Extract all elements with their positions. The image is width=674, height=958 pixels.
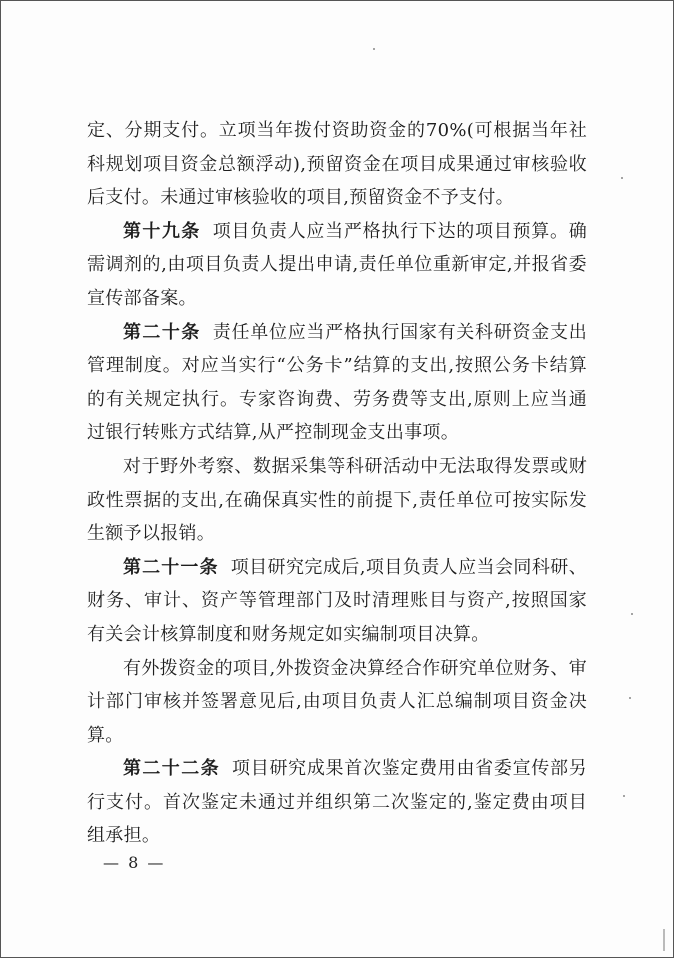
scan-speck	[629, 697, 631, 699]
scan-speck	[621, 177, 623, 179]
paragraph-article-20-cont	[87, 450, 587, 551]
scan-speck	[373, 48, 375, 50]
paragraph-text: 定、分期支付。立项当年拨付资助资金的70%(可根据当年社科规划项目资金总额浮动),预留资金在项目成果通过审核验收后支付。未通过审核验收的项目,预留资金不予支付。	[87, 120, 587, 209]
scan-edge-mark	[663, 929, 665, 951]
paragraph-article-21	[87, 551, 587, 652]
article-heading: 第十九条	[123, 220, 201, 242]
paragraph-article-20	[87, 316, 587, 450]
paragraph-article-21-cont	[87, 652, 587, 753]
document-body	[87, 114, 587, 853]
page-number: — 8 —	[103, 853, 166, 872]
paragraph-text: 有外拨资金的项目,外拨资金决算经合作研究单位财务、审计部门审核并签署意见后,由项目负责人汇总编制项目资金决算。	[87, 657, 587, 746]
scan-speck	[623, 795, 625, 797]
article-heading: 第二十条	[123, 321, 201, 343]
paragraph-text: 对于野外考察、数据采集等科研活动中无法取得发票或财政性票据的支出,在确保真实性的前提下,责任单位可按实际发生额予以报销。	[87, 455, 587, 545]
paragraph-1	[87, 114, 587, 215]
paragraph-article-19	[87, 215, 587, 316]
paragraph-article-22	[87, 752, 587, 853]
paragraph-text: 项目研究完成后,项目负责人应当会同科研、财务、审计、资产等管理部门及时清理账目与资产,按照国家有关会计核算制度和财务规定如实编制项目决算。	[87, 556, 587, 645]
scan-speck	[631, 613, 633, 615]
article-heading: 第二十二条	[123, 758, 221, 780]
paragraph-text: 责任单位应当严格执行国家有关科研资金支出管理制度。对应当实行“公务卡”结算的支出,按照公务卡结算的有关规定执行。专家咨询费、劳务费等支出,原则上应当通过银行转账方式结算,从严控制现金支出事项。	[87, 321, 588, 444]
article-heading: 第二十一条	[123, 556, 219, 578]
paragraph-text: 项目研究成果首次鉴定费用由省委宣传部另行支付。首次鉴定未通过并组织第二次鉴定的,鉴定费由项目组承担。	[87, 758, 588, 847]
paragraph-text: 项目负责人应当严格执行下达的项目预算。确需调剂的,由项目负责人提出申请,责任单位重新审定,并报省委宣传部备案。	[87, 220, 588, 309]
